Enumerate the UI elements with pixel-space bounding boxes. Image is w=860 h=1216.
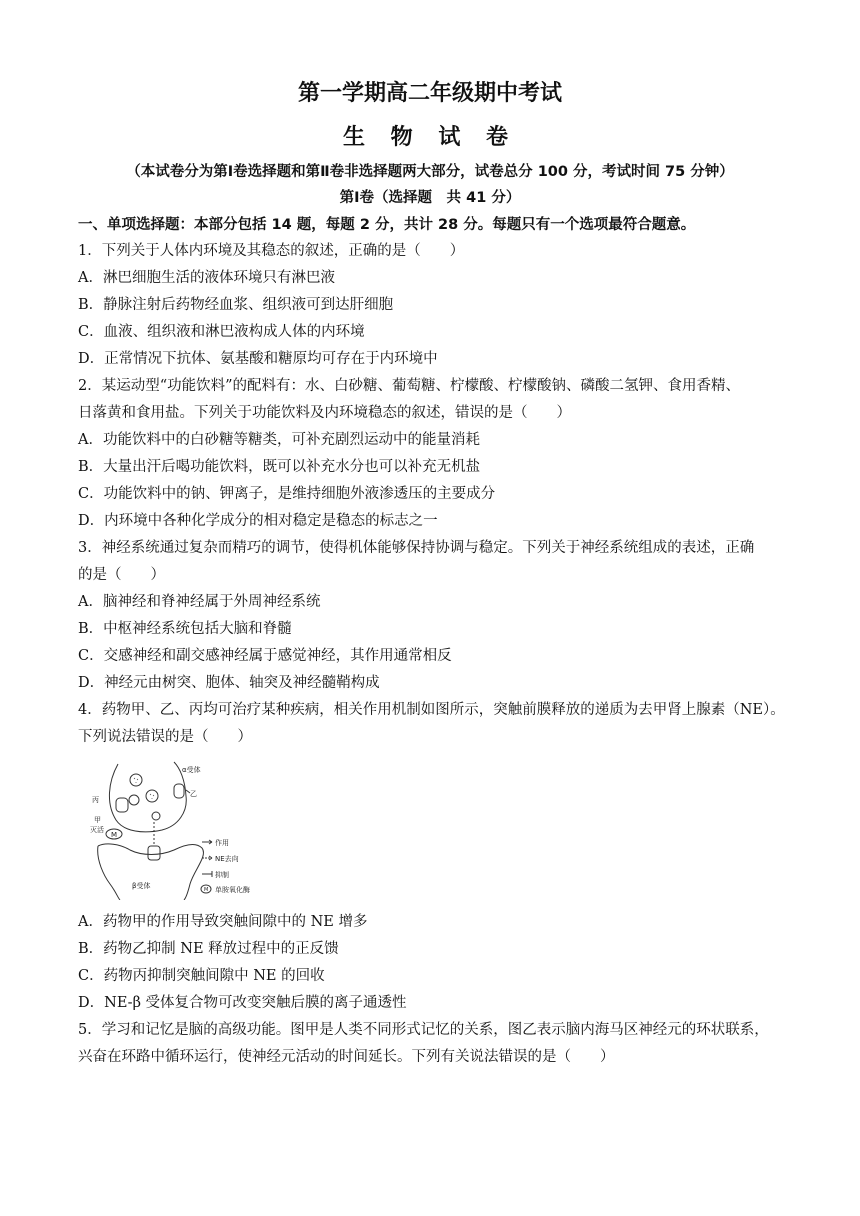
subject-title: 生 物 试 卷: [343, 125, 517, 150]
q2-option-d: D．内环境中各种化学成分的相对稳定是稳态的标志之一: [78, 513, 438, 529]
vesicle: [146, 790, 158, 802]
vesicle: [130, 774, 142, 786]
label-alpha-receptor: α受体: [182, 766, 201, 774]
exam-title: 第一学期高二年级期中考试: [297, 81, 562, 106]
synapse-diagram: [90, 760, 300, 900]
q4-option-a: A．药物甲的作用导致突触间隙中的 NE 增多: [78, 914, 368, 930]
legend-action: 作用: [215, 839, 229, 847]
label-drug-yi: 乙: [190, 790, 197, 798]
svg-text:M: M: [204, 887, 209, 893]
transporter: [116, 798, 128, 812]
section-title: 一、单项选择题：本部分包括 14 题，每题 2 分，共计 28 分。每题只有一个选项最符合题意。: [78, 217, 696, 233]
q1-option-b: B．静脉注射后药物经血浆、组织液可到达肝细胞: [78, 297, 394, 313]
legend-inhibit: 抑制: [215, 871, 229, 879]
q1-option-d: D．正常情况下抗体、氨基酸和糖原均可存在于内环境中: [78, 351, 438, 367]
q2-option-c: C．功能饮料中的钠、钾离子，是维持细胞外液渗透压的主要成分: [78, 486, 496, 502]
label-inactivate: 灭活: [90, 826, 104, 834]
q1-stem: 1．下列关于人体内环境及其稳态的叙述，正确的是（ ）: [78, 243, 465, 259]
q3-option-b: B．中枢神经系统包括大脑和脊髓: [78, 621, 292, 637]
q2-stem-line2: 日落黄和食用盐。下列关于功能饮料及内环境稳态的叙述，错误的是（ ）: [78, 405, 571, 421]
q2-stem-line1: 2．某运动型“功能饮料”的配料有：水、白砂糖、葡萄糖、柠檬酸、柠檬酸钠、磷酸二氢钾、食用香精、: [78, 378, 741, 394]
q3-stem-line1: 3．神经系统通过复杂而精巧的调节，使得机体能够保持协调与稳定。下列关于神经系统组成的表述，正确: [78, 540, 755, 556]
q4-option-b: B．药物乙抑制 NE 释放过程中的正反馈: [78, 941, 339, 957]
q4-option-c: C．药物丙抑制突触间隙中 NE 的回收: [78, 968, 325, 984]
part-title: 第Ⅰ卷（选择题 共 41 分）: [339, 190, 521, 206]
q3-option-c: C．交感神经和副交感神经属于感觉神经，其作用通常相反: [78, 648, 452, 664]
q5-stem-line1: 5．学习和记忆是脑的高级功能。图甲是人类不同形式记忆的关系，图乙表示脑内海马区神经元的环状联系，: [78, 1022, 769, 1038]
alpha-receptor: [174, 784, 184, 798]
label-drug-jia: 甲: [94, 816, 101, 824]
q2-option-a: A．功能饮料中的白砂糖等糖类，可补充剧烈运动中的能量消耗: [78, 432, 480, 448]
label-drug-bing: 丙: [92, 796, 99, 804]
ne-release: [152, 812, 160, 820]
q2-option-b: B．大量出汗后喝功能饮料，既可以补充水分也可以补充无机盐: [78, 459, 481, 475]
legend-mao: 单胺氧化酶: [215, 886, 250, 894]
label-beta-receptor: β受体: [132, 882, 151, 890]
exam-note: （本试卷分为第Ⅰ卷选择题和第Ⅱ卷非选择题两大部分，试卷总分 100 分，考试时间 75 分钟）: [126, 164, 734, 180]
beta-receptor: [148, 846, 160, 860]
q4-stem-line2: 下列说法错误的是（ ）: [78, 729, 252, 745]
q3-option-a: A．脑神经和脊神经属于外周神经系统: [78, 594, 321, 610]
q4-stem-line1: 4．药物甲、乙、丙均可治疗某种疾病，相关作用机制如图所示，突触前膜释放的递质为去甲肾上腺素（NE）。: [78, 702, 785, 718]
q1-option-a: A．淋巴细胞生活的液体环境只有淋巴液: [78, 270, 335, 286]
q4-option-d: D．NE-β 受体复合物可改变突触后膜的离子通透性: [78, 995, 407, 1011]
q3-stem-line2: 的是（ ）: [78, 567, 165, 583]
legend-ne-route: NE去向: [215, 855, 239, 863]
q5-stem-line2: 兴奋在环路中循环运行，使神经元活动的时间延长。下列有关说法错误的是（ ）: [78, 1049, 615, 1065]
vesicle: [129, 795, 139, 805]
label-m: M: [111, 831, 118, 839]
q1-option-c: C．血液、组织液和淋巴液构成人体的内环境: [78, 324, 365, 340]
postsynaptic-membrane: [98, 844, 203, 900]
q3-option-d: D．神经元由树突、胞体、轴突及神经髓鞘构成: [78, 675, 380, 691]
